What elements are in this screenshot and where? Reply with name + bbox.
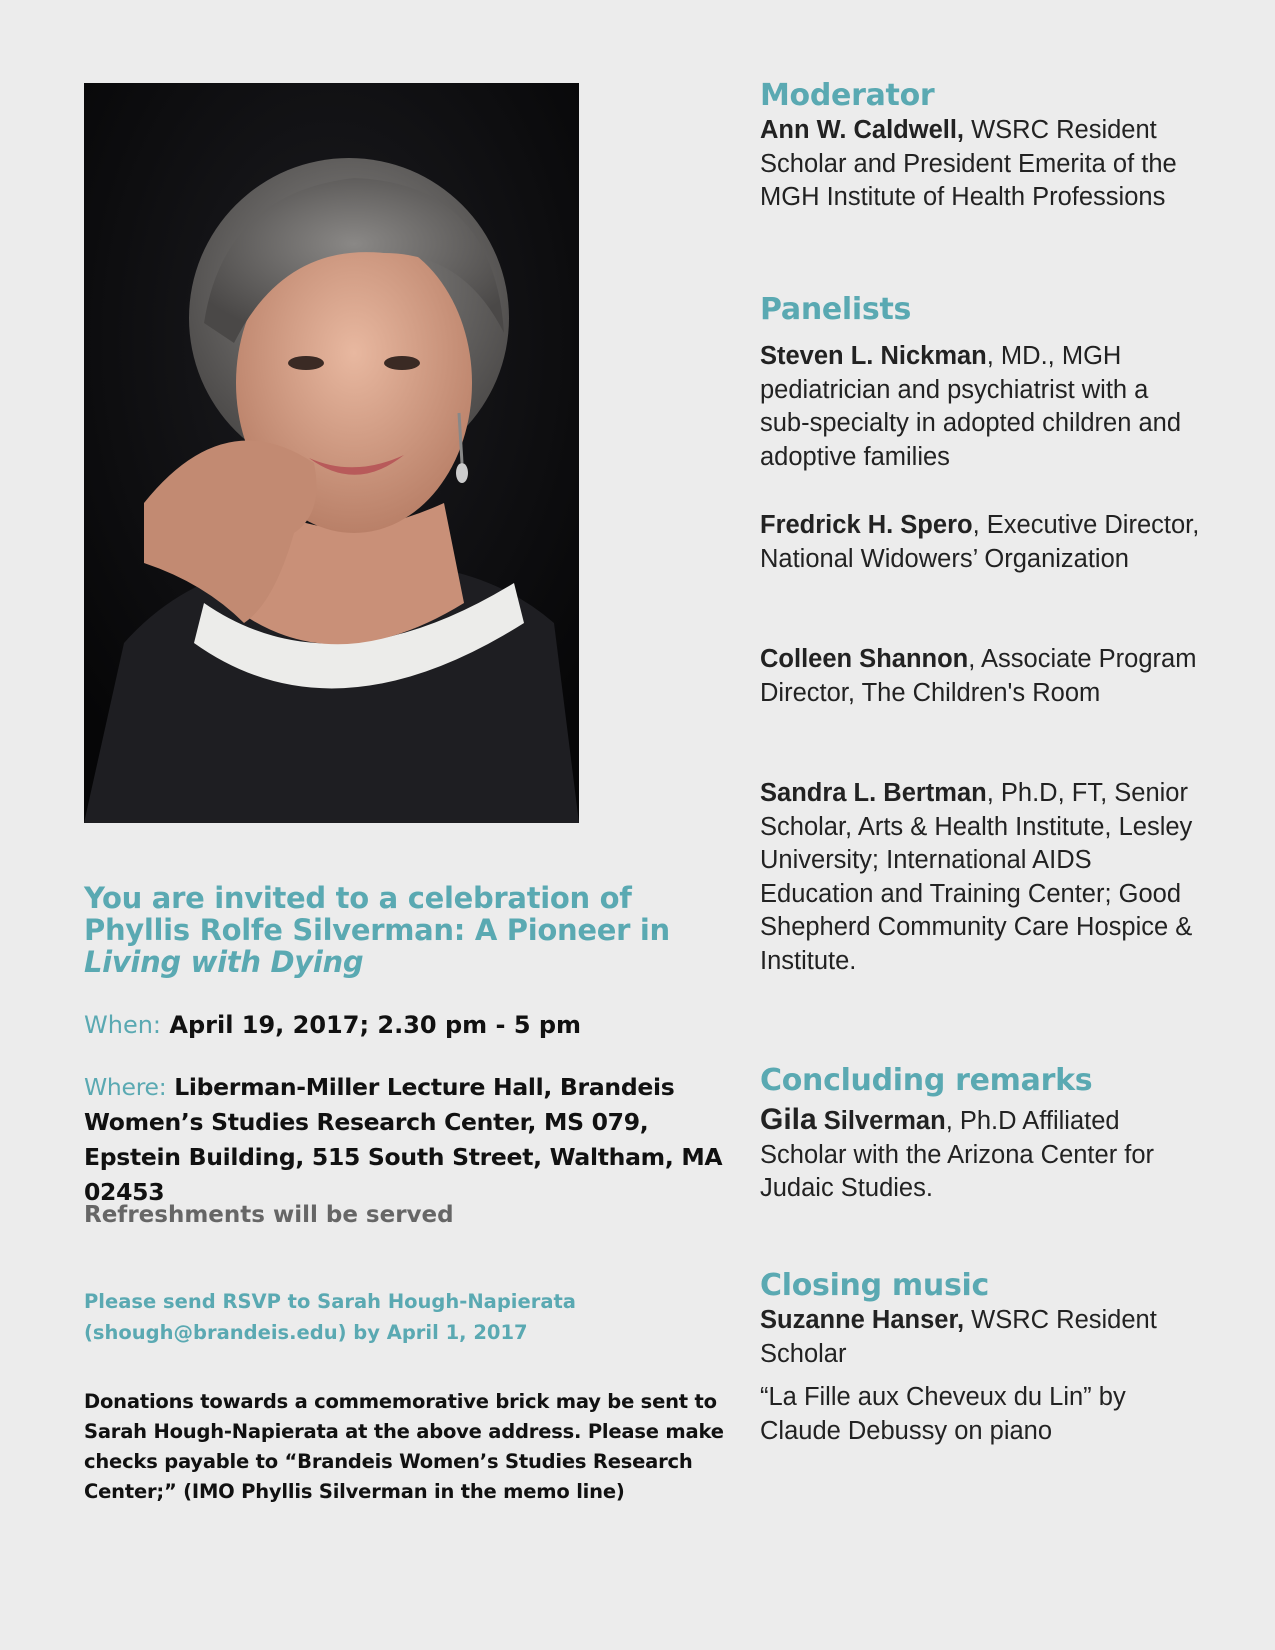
closing-heading: Closing music <box>760 1268 989 1303</box>
portrait-photo <box>84 83 579 823</box>
moderator-desc: WSRC Resident Scholar and President Emerita of the MGH Institute of Health Professions <box>760 116 1177 211</box>
refreshments-note: Refreshments will be served <box>84 1202 454 1228</box>
moderator-entry <box>760 114 1200 215</box>
panelist-desc: , Executive Director, National Widowers’ Organization <box>760 511 1200 573</box>
panelists-section <box>760 292 1200 328</box>
concluding-first-name: Gila <box>760 1103 817 1136</box>
panelist-desc: , Ph.D, FT, Senior Scholar, Arts & Health Institute, Lesley University; International AIDS Education and Training Center; Good Shepherd Community Care Hospice & Institute. <box>760 779 1193 975</box>
invitation-title-italic: Living with Dying <box>84 945 364 979</box>
closing-piece: “La Fille aux Cheveux du Lin” by Claude Debussy on piano <box>760 1383 1126 1445</box>
closing-section <box>760 1268 1200 1448</box>
when-value: April 19, 2017; 2.30 pm - 5 pm <box>169 1011 582 1039</box>
panelists-heading: Panelists <box>760 292 912 327</box>
rsvp-line-2: (shough@brandeis.edu) by April 1, 2017 <box>84 1321 528 1344</box>
event-when <box>84 1008 734 1042</box>
closing-name: Suzanne Hanser, <box>760 1306 965 1334</box>
moderator-name: Ann W. Caldwell, <box>760 116 965 144</box>
closing-desc: WSRC Resident Scholar <box>760 1306 1157 1368</box>
panelist-name: Colleen Shannon <box>760 645 969 673</box>
rsvp-note <box>84 1286 734 1348</box>
panelist-name: Sandra L. Bertman <box>760 779 987 807</box>
invitation-title-main: You are invited to a celebration of Phyllis Rolfe Silverman: A Pioneer in <box>84 881 670 947</box>
concluding-last-name: Silverman <box>816 1107 946 1135</box>
moderator-heading: Moderator <box>760 78 935 113</box>
panelist-item <box>760 509 1200 576</box>
rsvp-line-1: Please send RSVP to Sarah Hough-Napierata <box>84 1290 576 1313</box>
concluding-desc: , Ph.D Affiliated Scholar with the Arizona Center for Judaic Studies. <box>760 1107 1155 1202</box>
panelist-item <box>760 777 1200 978</box>
panelist-desc: , Associate Program Director, The Children's Room <box>760 645 1197 707</box>
invitation-title <box>84 882 734 978</box>
donations-note: Donations towards a commemorative brick may be sent to Sarah Hough-Napierata at the above address. Please make checks payable to “Brandeis Women’s Studies Research Center;” (IMO Phyllis Silverman in the memo line) <box>84 1390 724 1503</box>
panelist-item <box>760 340 1200 474</box>
moderator-section <box>760 78 1200 215</box>
panelist-name: Steven L. Nickman <box>760 342 987 370</box>
panelist-name: Fredrick H. Spero <box>760 511 973 539</box>
panelist-desc: , MD., MGH pediatrician and psychiatrist with a sub-specialty in adopted children and adoptive families <box>760 342 1182 471</box>
portrait-illustration <box>84 83 579 823</box>
panelist-item <box>760 643 1200 710</box>
closing-entry <box>760 1304 1200 1371</box>
where-label: Where: <box>84 1073 167 1101</box>
concluding-section <box>760 1063 1200 1206</box>
concluding-entry <box>760 1103 1200 1206</box>
event-where <box>84 1070 734 1210</box>
concluding-heading: Concluding remarks <box>760 1063 1093 1098</box>
when-label: When: <box>84 1011 162 1039</box>
where-value: Liberman-Miller Lecture Hall, Brandeis Women’s Studies Research Center, MS 079, Epstein Building, 515 South Street, Waltham, MA 02453 <box>84 1073 723 1206</box>
